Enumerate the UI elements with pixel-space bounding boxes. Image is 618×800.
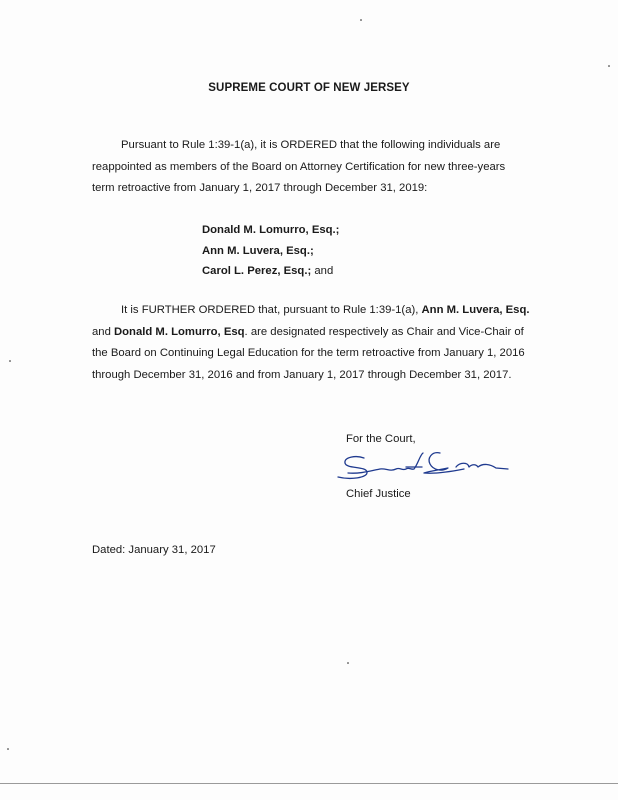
scan-speck [9,360,11,362]
chair-name: Ann M. Luvera, Esq. [421,304,530,316]
signature-stroke [338,457,367,479]
appointee-item [202,241,339,262]
scan-speck [360,19,362,21]
paragraph-2-part3: . are designated respectively as Chair and Vice-Chair of the Board on Continuing Legal Education for the term retroactive from January 1, 2016 through December 31, 2016 and from January 1, 2017 through December 31, 2017. [92,325,525,381]
scan-speck [608,65,610,67]
vice-chair-name: Donald M. Lomurro, Esq [114,325,245,338]
signature-stroke [348,453,423,473]
paragraph-2-part2: and [92,325,114,338]
scan-speck [7,748,9,750]
scan-bottom-edge [0,783,618,784]
order-paragraph-2 [92,300,530,386]
appointee-list [202,220,339,282]
for-the-court-label: For the Court, [346,433,416,445]
dated-line: Dated: January 31, 2017 [92,544,216,556]
appointee-item [202,261,339,282]
signature-stroke [424,453,464,474]
paragraph-1-text: Pursuant to Rule 1:39-1(a), it is ORDERED that the following individuals are reappointed as members of the Board on Attorney Certification for new three-years term retroactive from January 1, 2017 through December 31, 2019: [92,139,506,194]
paragraph-2-part1: It is FURTHER ORDERED that, pursuant to Rule 1:39-1(a), [121,304,422,316]
appointee-name: Donald M. Lomurro, Esq.; [202,224,340,236]
document-title: SUPREME COURT OF NEW JERSEY [208,82,410,94]
signature-stroke [456,463,508,469]
chief-justice-label: Chief Justice [346,488,411,500]
appointee-name: Carol L. Perez, Esq.; [202,265,312,277]
handwritten-signature [336,447,511,489]
appointee-suffix: and [311,265,334,277]
order-paragraph-1 [92,135,530,200]
appointee-name: Ann M. Luvera, Esq.; [202,244,314,257]
scan-speck [347,662,349,664]
appointee-item [202,220,339,241]
